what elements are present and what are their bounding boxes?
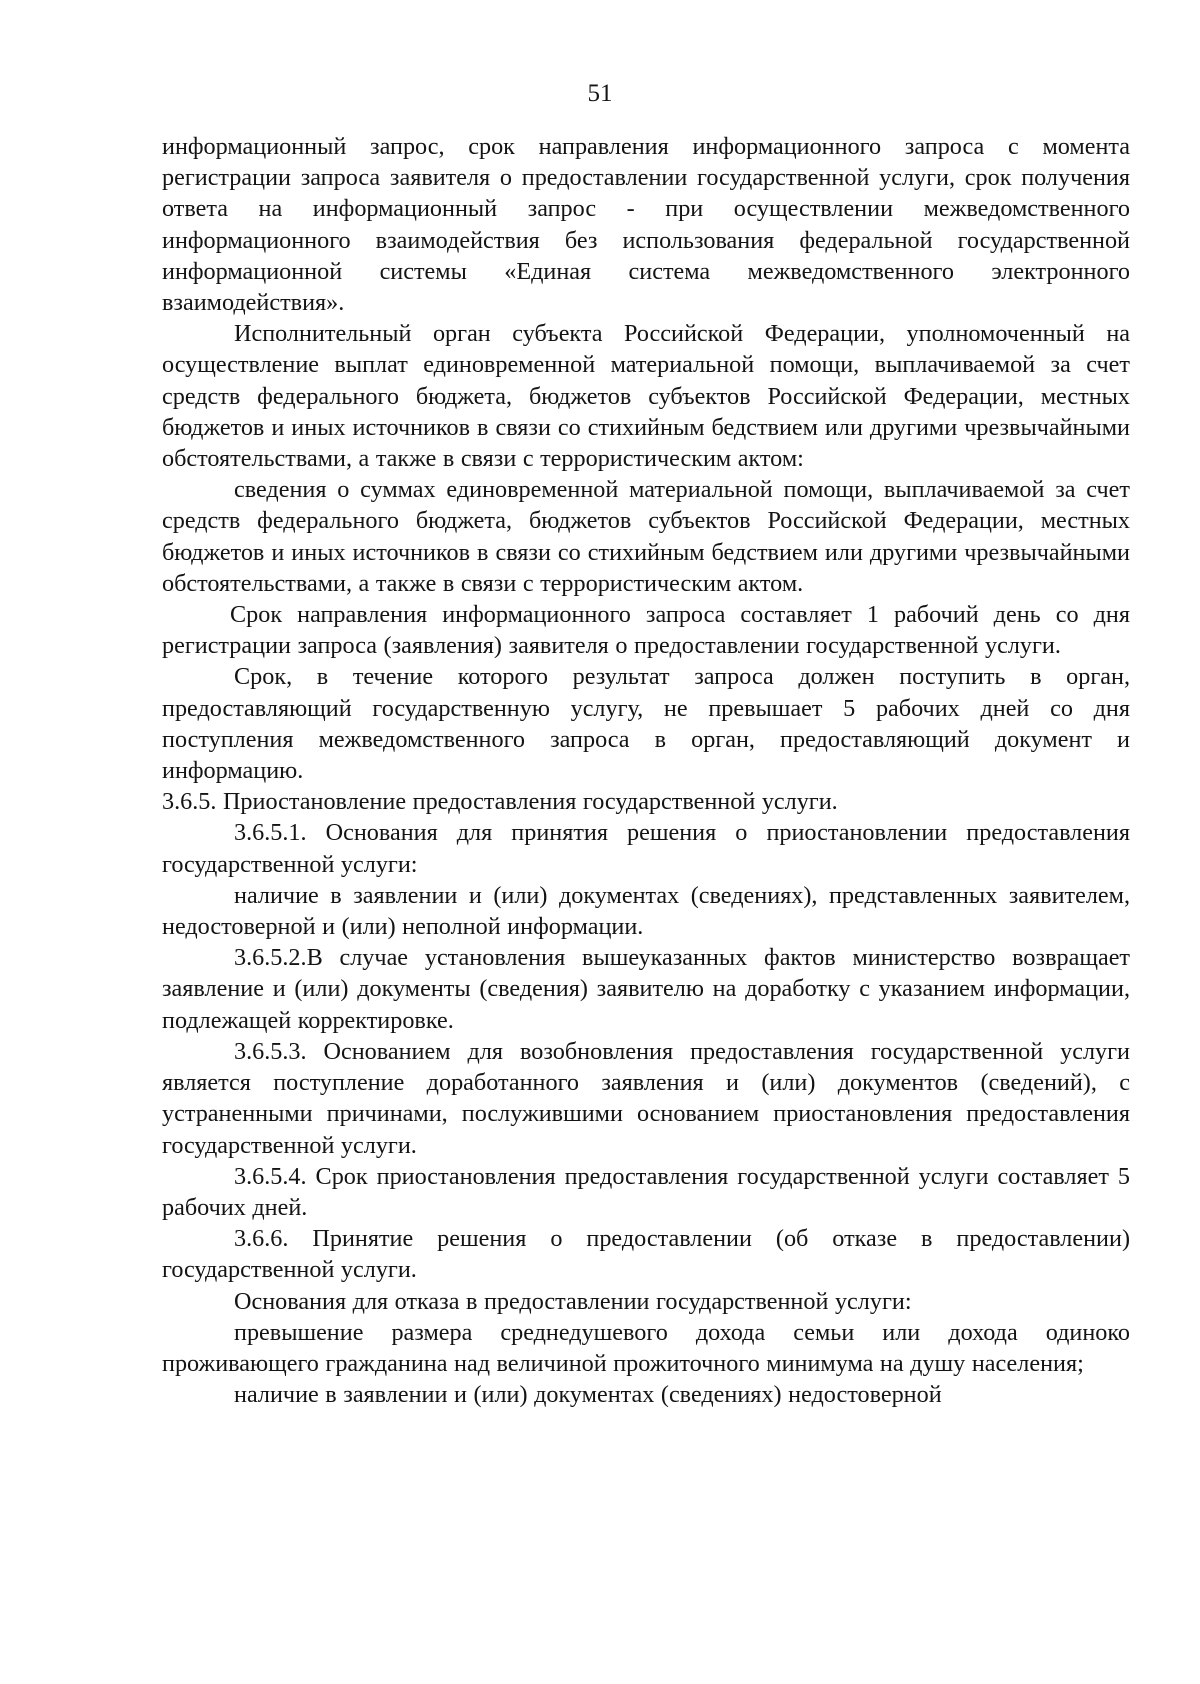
paragraph-resumption-grounds: 3.6.5.3. Основанием для возобновления предоставления государственной услуги является поступление доработанного заявления и (или) документов (сведений), с устраненными причинами, послужившими основанием приостановления предоставления государственной услуги. (162, 1037, 1130, 1159)
paragraph-refusal-grounds: Основания для отказа в предоставлении государственной услуги: (234, 1287, 912, 1315)
paragraph-assistance-information: сведения о суммах единовременной материальной помощи, выплачиваемой за счет средств федерального бюджета, бюджетов субъектов Российской Федерации, местных бюджетов и иных источников в связи со стихийным бедствием или другими чрезвычайными обстоятельствами, а также в связи с террористическим актом. (162, 476, 1130, 597)
paragraph-request-deadline: Срок направления информационного запроса составляет 1 рабочий день со дня регистрации запроса (заявления) заявителя о предоставлении государственной услуги. (162, 601, 1130, 660)
paragraph-suspension-grounds: 3.6.5.1. Основания для принятия решения о приостановлении предоставления государственной услуги: (162, 819, 1130, 878)
document-body (162, 131, 1130, 1410)
paragraph-income-excess: превышение размера среднедушевого дохода семьи или дохода одиноко проживающего гражданина над величиной прожиточного минимума на душу населения; (162, 1318, 1130, 1377)
paragraph-return-for-revision: 3.6.5.2.В случае установления вышеуказанных фактов министерство возвращает заявление и (или) документы (сведения) заявителю на доработку с указанием информации, подлежащей корректировке. (162, 944, 1130, 1034)
paragraph-suspension-period: 3.6.5.4. Срок приостановления предоставления государственной услуги составляет 5 рабочих дней. (162, 1162, 1130, 1221)
paragraph-service-decision: 3.6.6. Принятие решения о предоставлении (об отказе в предоставлении) государственной услуги. (162, 1225, 1130, 1284)
paragraph-unreliable-information: наличие в заявлении и (или) документах (сведениях) недостоверной (234, 1381, 942, 1409)
paragraph-response-deadline: Срок, в течение которого результат запроса должен поступить в орган, предоставляющий государственную услугу, не превышает 5 рабочих дней со дня поступления межведомственного запроса в орган, предоставляющий документ и информацию. (162, 663, 1130, 785)
paragraph-executive-body: Исполнительный орган субъекта Российской Федерации, уполномоченный на осуществление выплат единовременной материальной помощи, выплачиваемой за счет средств федерального бюджета, бюджетов субъектов Российской Федерации, местных бюджетов и иных источников в связи со стихийным бедствием или другими чрезвычайными обстоятельствами, а также в связи с террористическим актом: (162, 320, 1130, 473)
section-heading-suspension: 3.6.5. Приостановление предоставления государственной услуги. (162, 788, 838, 816)
paragraph-invalid-information: наличие в заявлении и (или) документах (сведениях), представленных заявителем, недостоверной и (или) неполной информации. (162, 881, 1130, 941)
page-number: 51 (587, 80, 613, 107)
paragraph-information-request-continued: информационный запрос, срок направления информационного запроса с момента регистрации запроса заявителя о предоставлении государственной услуги, срок получения ответа на информационный запрос - при осуществлении межведомственного информационного взаимодействия без использования федеральной государственной информационной системы «Единая система межведомственного электронного взаимодействия». (162, 133, 1130, 317)
